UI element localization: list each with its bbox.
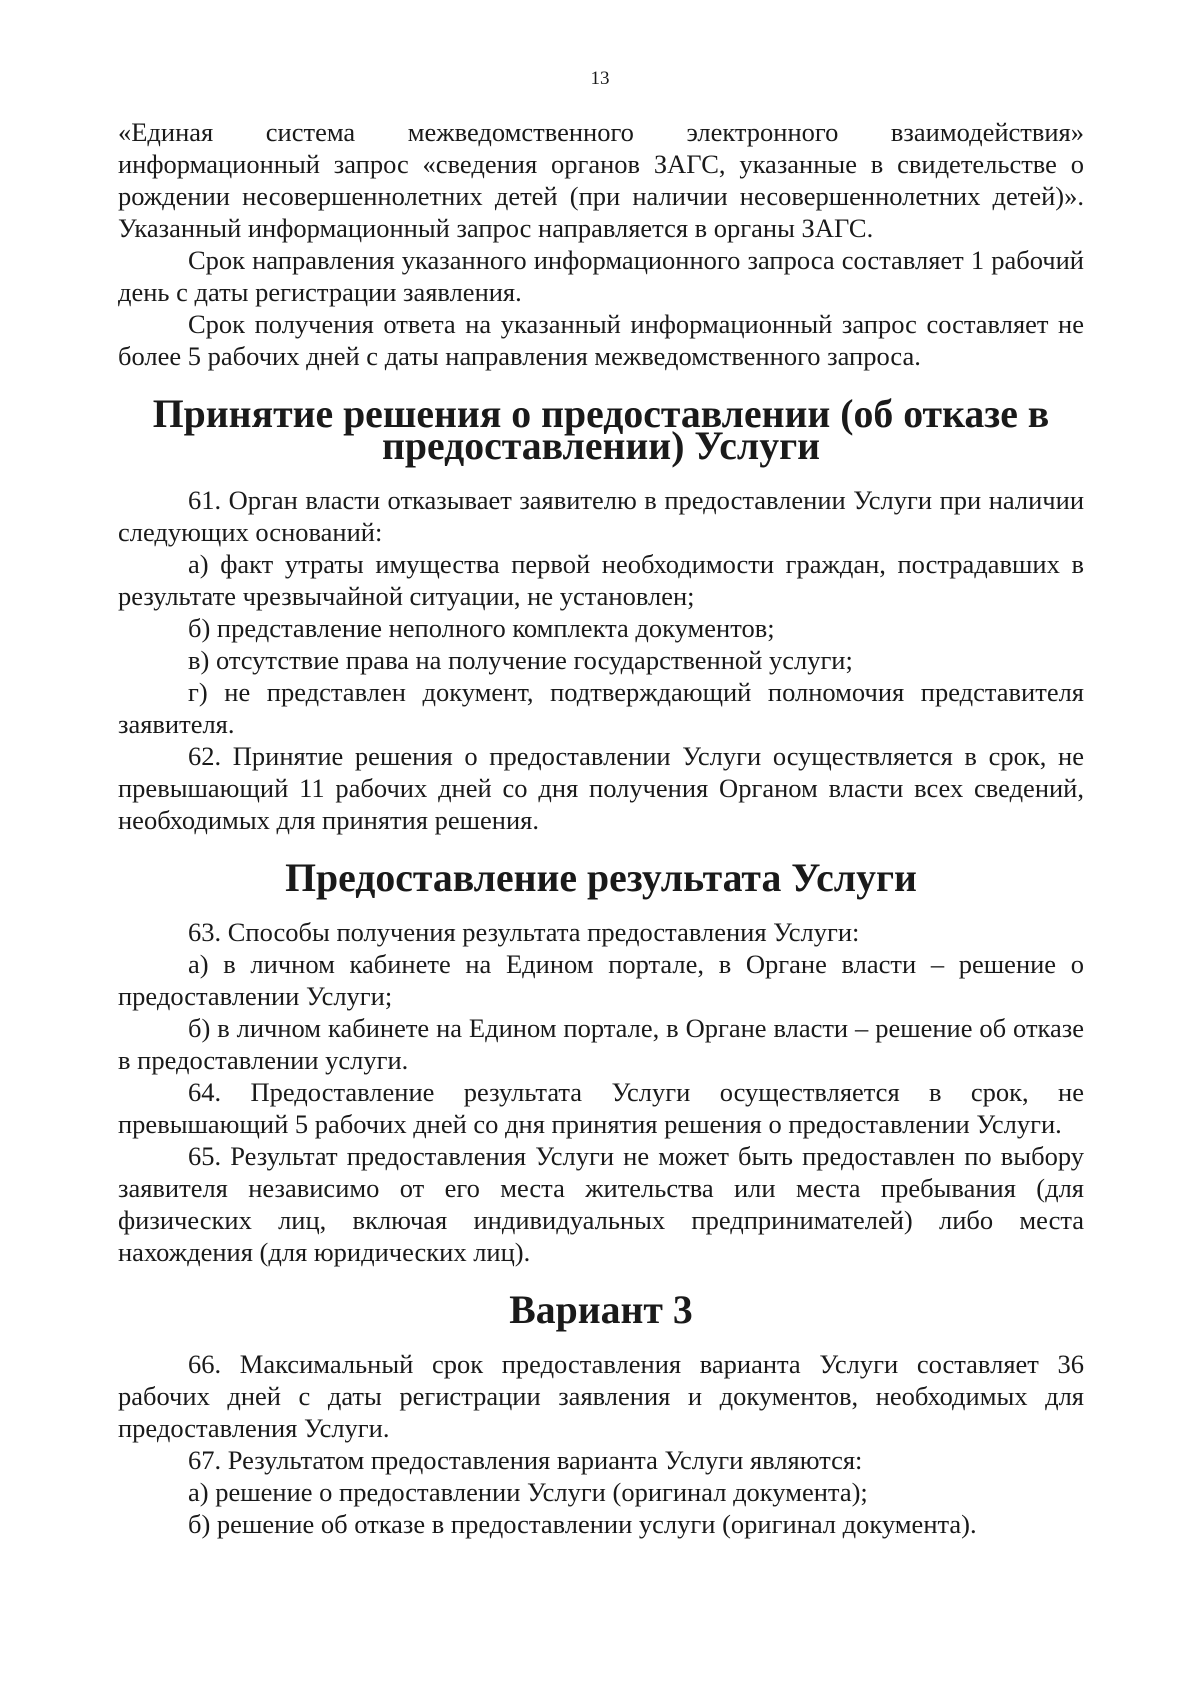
list-item-61a: а) факт утраты имущества первой необходимости граждан, пострадавших в результате чрезвычайной ситуации, не установлен; xyxy=(118,549,1084,611)
intro-paragraph-2: Срок направления указанного информационного запроса составляет 1 рабочий день с даты регистрации заявления. xyxy=(118,245,1084,307)
list-item-67b: б) решение об отказе в предоставлении услуги (оригинал документа). xyxy=(188,1509,977,1539)
list-item-63b: б) в личном кабинете на Едином портале, в Органе власти – решение об отказе в предоставлении услуги. xyxy=(118,1013,1084,1075)
paragraph-66: 66. Максимальный срок предоставления варианта Услуги составляет 36 рабочих дней с даты регистрации заявления и документов, необходимых для предоставления Услуги. xyxy=(118,1349,1084,1443)
document-body xyxy=(118,116,1084,1540)
intro-paragraph-3: Срок получения ответа на указанный информационный запрос составляет не более 5 рабочих дней с даты направления межведомственного запроса. xyxy=(118,309,1084,371)
paragraph-63: 63. Способы получения результата предоставления Услуги: xyxy=(188,917,860,947)
list-item-61c: в) отсутствие права на получение государственной услуги; xyxy=(188,645,853,675)
section-heading-variant-3: Вариант 3 xyxy=(509,1288,693,1332)
list-item-67a: а) решение о предоставлении Услуги (оригинал документа); xyxy=(188,1477,868,1507)
page-number: 13 xyxy=(590,68,610,89)
paragraph-62: 62. Принятие решения о предоставлении Услуги осуществляется в срок, не превышающий 11 рабочих дней со дня получения Органом власти всех сведений, необходимых для принятия решения. xyxy=(118,741,1084,835)
paragraph-64: 64. Предоставление результата Услуги осуществляется в срок, не превышающий 5 рабочих дней со дня принятия решения о предоставлении Услуги. xyxy=(118,1077,1084,1139)
paragraph-65: 65. Результат предоставления Услуги не может быть предоставлен по выбору заявителя независимо от его места жительства или места пребывания (для физических лиц, включая индивидуальных предпринимателей) либо места нахождения (для юридических лиц). xyxy=(118,1141,1084,1267)
paragraph-61: 61. Орган власти отказывает заявителю в предоставлении Услуги при наличии следующих оснований: xyxy=(118,485,1084,547)
section-heading-decision: Принятие решения о предоставлении (об отказе в предоставлении) Услуги xyxy=(152,392,1050,468)
intro-paragraph-1: «Единая система межведомственного электронного взаимодействия» информационный запрос «сведения органов ЗАГС, указанные в свидетельстве о рождении несовершеннолетних детей (при наличии несовершеннолетних детей)». Указанный информационный запрос направляется в органы ЗАГС. xyxy=(118,117,1084,243)
section-heading-result: Предоставление результата Услуги xyxy=(285,856,917,900)
list-item-61b: б) представление неполного комплекта документов; xyxy=(188,613,775,643)
paragraph-67: 67. Результатом предоставления варианта Услуги являются: xyxy=(188,1445,863,1475)
list-item-63a: а) в личном кабинете на Едином портале, в Органе власти – решение о предоставлении Услуги; xyxy=(118,949,1084,1011)
list-item-61d: г) не представлен документ, подтверждающий полномочия представителя заявителя. xyxy=(118,677,1084,739)
